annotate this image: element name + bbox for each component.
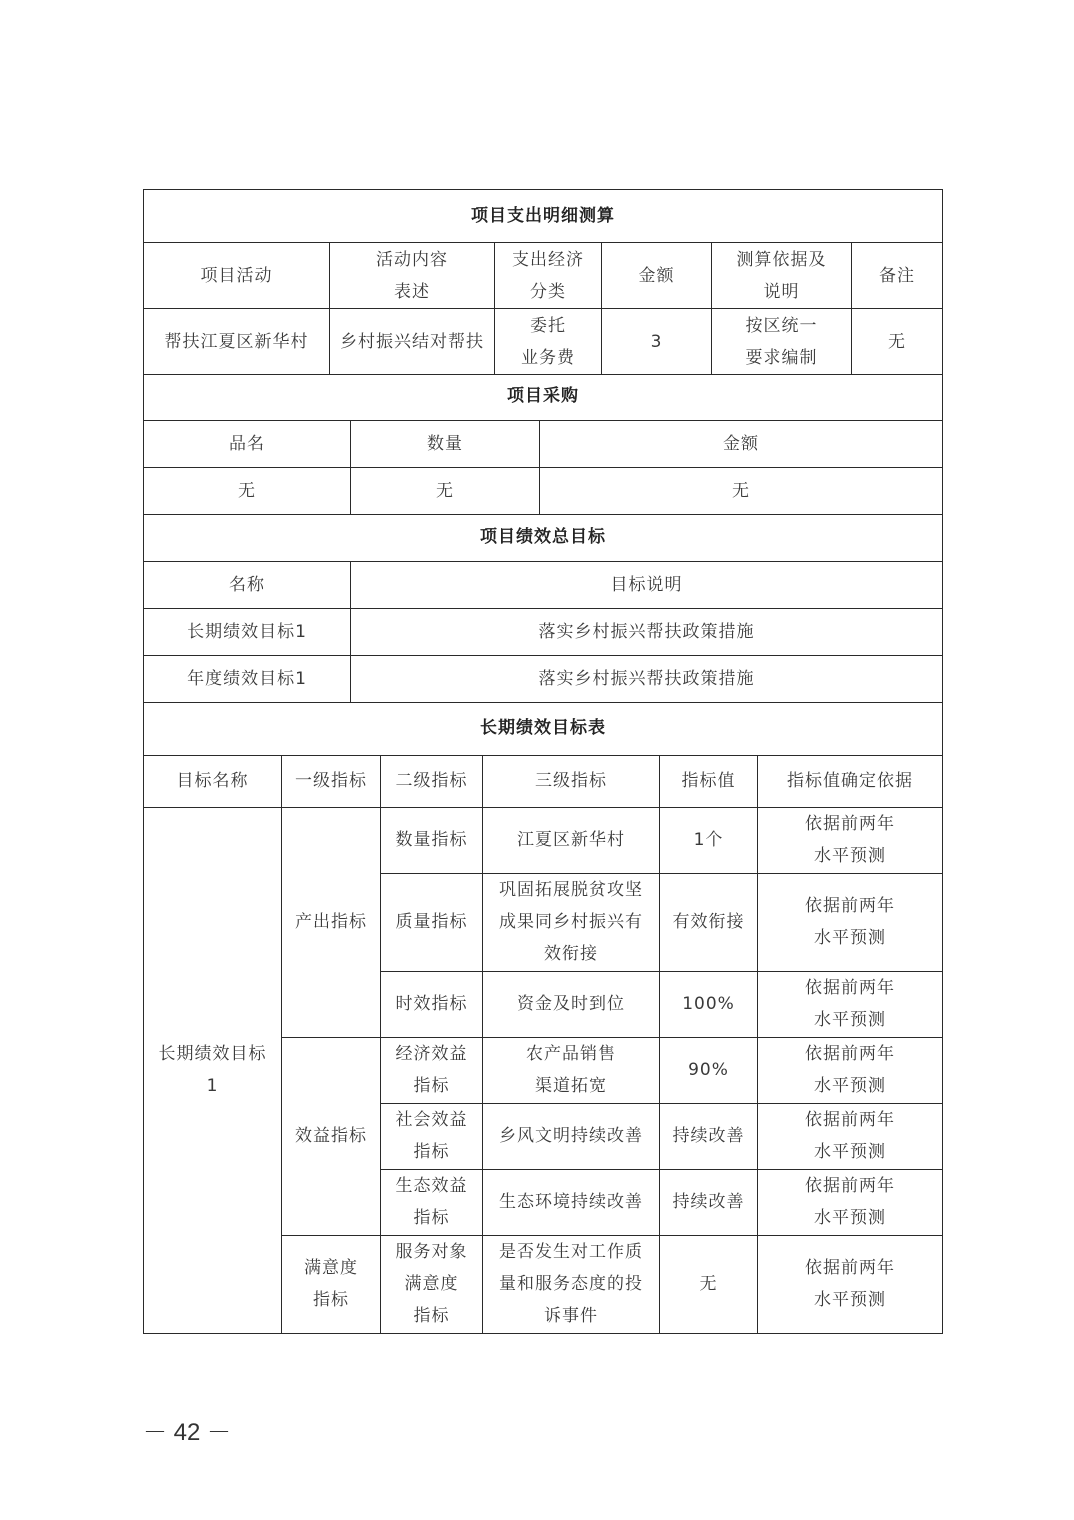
header-cell: 金额 [540, 420, 943, 467]
cell [381, 1235, 483, 1333]
level1-cell [282, 1235, 381, 1333]
cell [660, 1169, 758, 1235]
level1-cell [282, 807, 381, 1037]
cell-text: 90% [688, 1060, 729, 1080]
cell [483, 971, 660, 1037]
header-cell [712, 243, 852, 309]
cell [483, 807, 660, 873]
cell-text: 持续改善 [672, 1192, 745, 1212]
cell: 落实乡村振兴帮扶政策措施 [351, 608, 943, 655]
performance-goal-table [143, 514, 943, 703]
cell-text: 1个 [693, 830, 724, 850]
table-row [144, 309, 943, 375]
cell [758, 971, 943, 1037]
cell-text: 长期绩效目标 1 [158, 1044, 267, 1096]
cell-text: 依据前两年 水平预测 [805, 1258, 896, 1310]
cell [381, 807, 483, 873]
table-row [144, 467, 943, 514]
section-title: 项目采购 [144, 373, 943, 420]
cell [483, 1169, 660, 1235]
cell-text: 依据前两年 水平预测 [805, 1044, 896, 1096]
header-text: 活动内容 表述 [376, 249, 448, 302]
cell-text: 有效衔接 [672, 912, 745, 932]
cell-text: 持续改善 [672, 1126, 745, 1146]
header-cell: 名称 [144, 561, 351, 608]
header-cell: 金额 [602, 243, 712, 309]
goal-name-cell [144, 807, 282, 1333]
header-cell: 指标值确定依据 [758, 755, 943, 807]
cell [758, 1037, 943, 1103]
table-row [144, 608, 943, 655]
cell-text: 是否发生对工作质 量和服务态度的投 诉事件 [499, 1242, 643, 1326]
header-text: 测算依据及 说明 [736, 249, 827, 302]
header-text: 支出经济 分类 [512, 249, 584, 302]
cell [712, 309, 852, 375]
section-title: 项目支出明细测算 [144, 190, 943, 243]
cell [495, 309, 602, 375]
table-row [144, 655, 943, 702]
cell: 3 [602, 309, 712, 375]
cell [758, 1169, 943, 1235]
cell [381, 1103, 483, 1169]
cell-text: 服务对象 满意度 指标 [395, 1242, 468, 1326]
cell-text: 江夏区新华村 [517, 830, 625, 850]
header-cell: 品名 [144, 420, 351, 467]
cell-text: 按区统一 要求编制 [745, 315, 818, 368]
cell: 帮扶江夏区新华村 [144, 309, 330, 375]
cell [483, 873, 660, 971]
section-title: 长期绩效目标表 [144, 702, 943, 755]
cell-text: 生态环境持续改善 [499, 1192, 643, 1212]
header-cell: 数量 [351, 420, 540, 467]
long-term-goal-table [143, 702, 943, 1334]
cell-text: 乡风文明持续改善 [499, 1126, 643, 1146]
cell-text: 农产品销售 渠道拓宽 [526, 1044, 616, 1096]
header-cell: 三级指标 [483, 755, 660, 807]
header-cell: 二级指标 [381, 755, 483, 807]
header-cell: 目标说明 [351, 561, 943, 608]
cell-text: 时效指标 [395, 994, 468, 1014]
table-row [144, 807, 943, 873]
cell-text: 巩固拓展脱贫攻坚 成果同乡村振兴有 效衔接 [499, 880, 643, 964]
cell [758, 807, 943, 873]
header-cell [495, 243, 602, 309]
cell-text: 效益指标 [295, 1126, 367, 1146]
procurement-table [143, 373, 943, 515]
header-cell: 备注 [852, 243, 943, 309]
cell [660, 1037, 758, 1103]
cell [660, 1235, 758, 1333]
cell: 无 [540, 467, 943, 514]
page-number: － 42 － [143, 1419, 232, 1446]
expense-detail-table [143, 189, 943, 375]
cell-text: 依据前两年 水平预测 [805, 896, 896, 948]
cell: 年度绩效目标1 [144, 655, 351, 702]
cell: 落实乡村振兴帮扶政策措施 [351, 655, 943, 702]
cell-text: 数量指标 [395, 830, 468, 850]
cell [483, 1103, 660, 1169]
cell [381, 971, 483, 1037]
cell-text: 产出指标 [295, 912, 367, 932]
cell [660, 971, 758, 1037]
cell [758, 1235, 943, 1333]
section-title: 项目绩效总目标 [144, 514, 943, 561]
cell [660, 1103, 758, 1169]
header-cell [330, 243, 495, 309]
cell-text: 无 [699, 1274, 718, 1294]
cell [483, 1235, 660, 1333]
cell-text: 生态效益 指标 [395, 1176, 468, 1228]
cell-text: 质量指标 [395, 912, 468, 932]
cell-text: 依据前两年 水平预测 [805, 1176, 896, 1228]
cell: 长期绩效目标1 [144, 608, 351, 655]
cell-text: 资金及时到位 [517, 994, 625, 1014]
cell-text: 经济效益 指标 [395, 1044, 468, 1096]
cell-text: 依据前两年 水平预测 [805, 814, 896, 866]
cell: 无 [144, 467, 351, 514]
cell [381, 1169, 483, 1235]
cell: 无 [852, 309, 943, 375]
cell-text: 满意度 指标 [304, 1258, 358, 1310]
header-cell: 项目活动 [144, 243, 330, 309]
cell [758, 873, 943, 971]
cell-text: 依据前两年 水平预测 [805, 1110, 896, 1162]
header-cell: 指标值 [660, 755, 758, 807]
cell-text: 社会效益 指标 [395, 1110, 468, 1162]
cell-text: 委托 业务费 [521, 315, 575, 368]
header-cell: 一级指标 [282, 755, 381, 807]
cell [381, 873, 483, 971]
cell: 乡村振兴结对帮扶 [330, 309, 495, 375]
level1-cell [282, 1037, 381, 1235]
header-cell: 目标名称 [144, 755, 282, 807]
cell-text: 100% [682, 994, 735, 1014]
cell-text: 依据前两年 水平预测 [805, 978, 896, 1030]
cell [483, 1037, 660, 1103]
cell [660, 807, 758, 873]
cell [381, 1037, 483, 1103]
cell [758, 1103, 943, 1169]
cell: 无 [351, 467, 540, 514]
cell [660, 873, 758, 971]
